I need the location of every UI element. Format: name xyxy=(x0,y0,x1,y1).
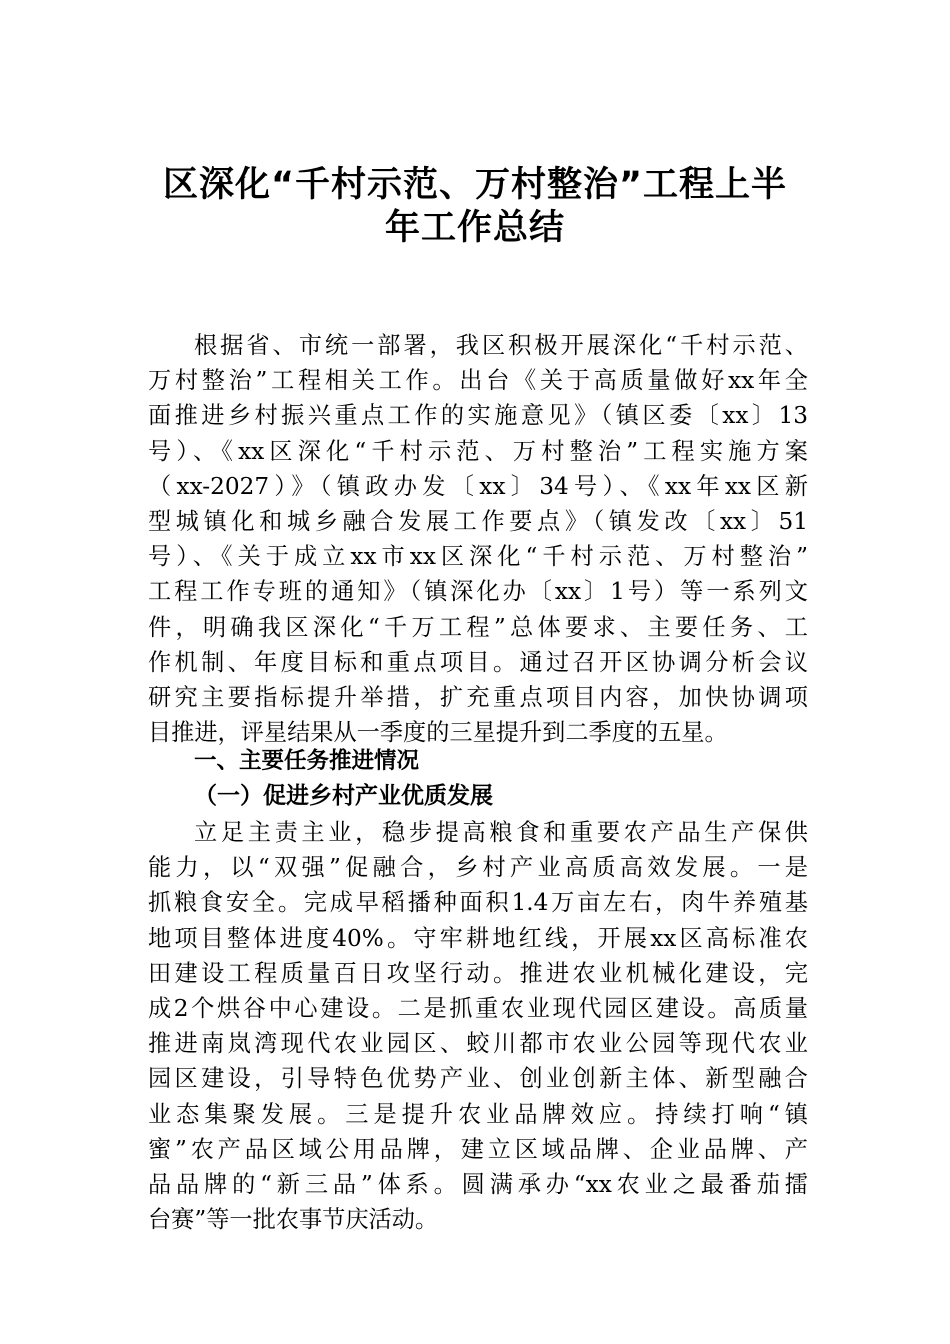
paragraph-line: 业态集聚发展。三是提升农业品牌效应。持续打响“镇 xyxy=(148,1100,808,1128)
paragraph-line: 件，明确我区深化“千万工程”总体要求、主要任务、工 xyxy=(148,613,808,641)
paragraph-line: 目推进，评星结果从一季度的三星提升到二季度的五星。 xyxy=(148,719,728,747)
document-title-line-1: 区深化“千村示范、万村整治”工程上半 xyxy=(162,165,787,205)
paragraph-line: 台赛”等一批农事节庆活动。 xyxy=(148,1206,439,1234)
paragraph-line: 田建设工程质量百日攻坚行动。推进农业机械化建设，完 xyxy=(148,959,808,987)
subsection-heading: （一）促进乡村产业优质发展 xyxy=(194,782,493,809)
paragraph-line: 立足主责主业，稳步提高粮食和重要农产品生产保供 xyxy=(194,819,808,846)
paragraph-line: 推进南岚湾现代农业园区、蛟川都市农业公园等现代农业 xyxy=(148,1030,808,1058)
paragraph-line: 万村整治”工程相关工作。出台《关于高质量做好xx年全 xyxy=(148,367,808,395)
paragraph-line: 根据省、市统一部署，我区积极开展深化“千村示范、 xyxy=(194,332,808,359)
paragraph-line: 面推进乡村振兴重点工作的实施意见》（镇区委〔xx〕13 xyxy=(148,402,808,430)
paragraph-line: 地项目整体进度40%。守牢耕地红线，开展xx区高标准农 xyxy=(148,924,808,952)
paragraph-line: 号）、《xx区深化“千村示范、万村整治”工程实施方案 xyxy=(148,437,808,465)
paragraph-line: 研究主要指标提升举措，扩充重点项目内容，加快协调项 xyxy=(148,684,808,712)
paragraph-line: 成2个烘谷中心建设。二是抓重农业现代园区建设。高质量 xyxy=(148,995,808,1023)
paragraph-line: 园区建设，引导特色优势产业、创业创新主体、新型融合 xyxy=(148,1065,808,1093)
section-paragraph xyxy=(148,815,808,1237)
paragraph-line: 能力，以“双强”促融合，乡村产业高质高效发展。一是 xyxy=(148,854,808,882)
paragraph-line: 型城镇化和城乡融合发展工作要点》（镇发改〔xx〕51 xyxy=(148,508,808,536)
paragraph-line: 号）、《关于成立xx市xx区深化“千村示范、万村整治” xyxy=(148,543,808,571)
paragraph-line: 作机制、年度目标和重点项目。通过召开区协调分析会议 xyxy=(148,648,808,676)
paragraph-line: 抓粮食安全。完成早稻播种面积1.4万亩左右，肉牛养殖基 xyxy=(148,889,808,917)
paragraph-line: 工程工作专班的通知》（镇深化办〔xx〕1号）等一系列文 xyxy=(148,578,808,606)
paragraph-line: 品品牌的“新三品”体系。圆满承办“xx农业之最番茄擂 xyxy=(148,1171,808,1199)
paragraph-line: 蜜”农产品区域公用品牌，建立区域品牌、企业品牌、产 xyxy=(148,1135,808,1163)
paragraph-line: （xx-2027）》（镇政办发〔xx〕34号）、《xx年xx区新 xyxy=(148,472,808,500)
section-heading: 一、主要任务推进情况 xyxy=(194,748,420,774)
document-title-line-2: 年工作总结 xyxy=(384,208,565,248)
intro-paragraph xyxy=(148,328,808,750)
